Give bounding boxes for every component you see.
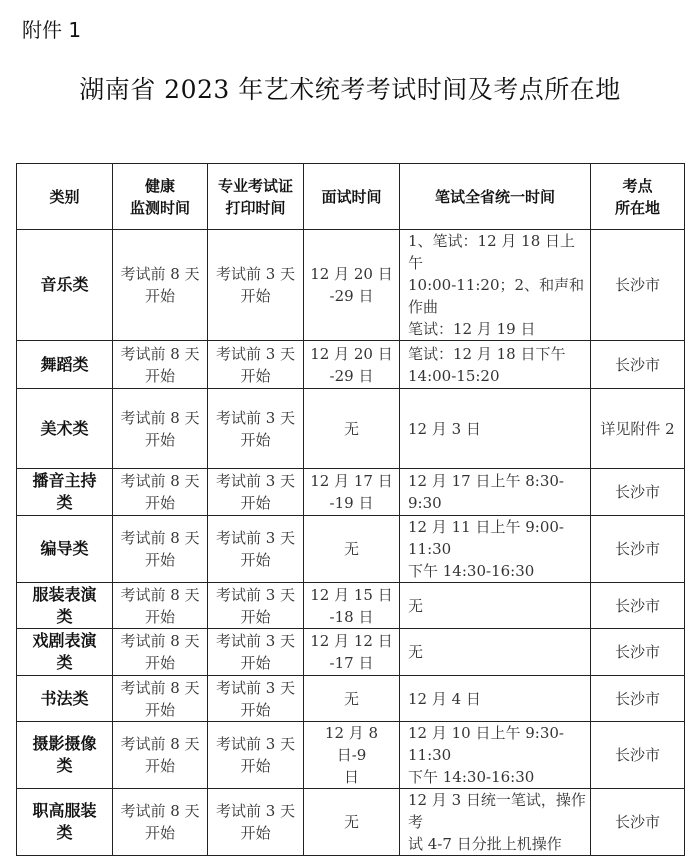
cell-text: 考试前 8 天: [120, 802, 200, 820]
cert-print-cell: [208, 789, 304, 856]
cell-text: 考试前 8 天: [120, 408, 200, 427]
interview-time-cell: [304, 341, 400, 389]
location-cell: [591, 341, 685, 389]
cell-text: 无: [343, 813, 359, 831]
cell-text: 12 月 3 日统一笔试，操作考: [408, 791, 586, 831]
category-cell: [17, 516, 113, 583]
cell-text: 开始: [240, 430, 271, 449]
location-cell: [591, 676, 685, 722]
cell-text: 日: [343, 768, 359, 786]
cell-text: 开始: [144, 757, 175, 775]
interview-time-cell: [304, 583, 400, 629]
cert-print-cell: [208, 469, 304, 516]
cell-text: 12 月 20 日: [310, 344, 393, 363]
cert-print-cell: [208, 516, 304, 583]
category-cell: [17, 722, 113, 789]
header-health-monitoring: [113, 164, 208, 230]
interview-time-cell: [304, 629, 400, 676]
cell-text: 笔试：12 月 18 日下午: [408, 344, 566, 363]
cell-text: 长沙市: [614, 689, 660, 708]
cell-text: 类: [56, 653, 73, 672]
cell-text: 10:00-11:20；2、和声和作曲: [408, 276, 585, 316]
cell-text: 12 月 15 日: [310, 585, 393, 604]
header-text: 类别: [49, 187, 80, 206]
health-monitoring-cell: [113, 722, 208, 789]
interview-time-cell: [304, 676, 400, 722]
cell-text: 长沙市: [614, 483, 660, 501]
cell-text: 12 月 17 日: [310, 472, 393, 490]
cell-text: 考试前 8 天: [120, 344, 200, 363]
category-cell: [17, 230, 113, 341]
cell-text: 14:00-15:20: [408, 366, 500, 385]
location-cell: [591, 629, 685, 676]
cell-text: 服装表演: [32, 584, 97, 604]
header-text: 所在地: [614, 198, 660, 217]
cell-text: 开始: [240, 494, 271, 512]
health-monitoring-cell: [113, 583, 208, 629]
header-text: 监测时间: [129, 198, 190, 217]
cell-text: 长沙市: [614, 596, 660, 615]
cell-text: 12 月 17 日上午 8:30-9:30: [408, 472, 564, 512]
cell-text: -18 日: [329, 607, 374, 626]
health-monitoring-cell: [113, 230, 208, 341]
attachment-label: 附件 1: [22, 18, 82, 42]
written-exam-cell: [400, 516, 591, 583]
health-monitoring-cell: [113, 469, 208, 516]
location-cell: [591, 789, 685, 856]
cell-text: 长沙市: [614, 813, 660, 831]
written-exam-cell: [400, 230, 591, 341]
health-monitoring-cell: [113, 516, 208, 583]
cell-text: 开始: [144, 430, 175, 449]
cell-text: 编导类: [40, 539, 89, 558]
cell-text: 考试前 8 天: [120, 585, 200, 604]
cell-text: 开始: [144, 607, 175, 626]
cell-text: 无: [343, 419, 359, 438]
cell-text: 开始: [144, 494, 175, 512]
cell-text: 考试前 3 天: [215, 344, 296, 363]
cell-text: 摄影摄像: [32, 734, 97, 753]
cell-text: 播音主持: [32, 471, 97, 490]
cell-text: 1、笔试：12 月 18 日上午: [408, 232, 576, 272]
interview-time-cell: [304, 516, 400, 583]
cert-print-cell: [208, 676, 304, 722]
header-text: 健康: [144, 176, 175, 195]
cell-text: 无: [408, 596, 424, 615]
interview-time-cell: [304, 469, 400, 516]
cell-text: 开始: [240, 607, 271, 626]
cell-text: 长沙市: [614, 643, 660, 661]
table-row: [17, 469, 685, 516]
header-text: 打印时间: [225, 198, 286, 217]
cell-text: 考试前 3 天: [215, 802, 296, 820]
cell-text: 类: [56, 493, 73, 512]
health-monitoring-cell: [113, 789, 208, 856]
cell-text: 12 月 12 日: [310, 632, 393, 650]
cell-text: 长沙市: [614, 746, 660, 764]
cell-text: 考试前 3 天: [215, 735, 296, 753]
category-cell: [17, 341, 113, 389]
cell-text: 考试前 3 天: [215, 408, 296, 427]
interview-time-cell: [304, 230, 400, 341]
written-exam-cell: [400, 676, 591, 722]
header-written-time: [400, 164, 591, 230]
table-row: [17, 722, 685, 789]
table-row: [17, 789, 685, 856]
cell-text: -29 日: [329, 366, 374, 385]
cell-text: -19 日: [329, 494, 374, 512]
header-category: [17, 164, 113, 230]
cell-text: 开始: [240, 287, 271, 305]
cell-text: 考试前 3 天: [215, 632, 296, 650]
exam-schedule-table: [16, 163, 685, 856]
cell-text: 类: [56, 756, 73, 775]
cert-print-cell: [208, 629, 304, 676]
cell-text: 12 月 10 日上午 9:30-11:30: [408, 724, 564, 764]
cell-text: 考试前 8 天: [120, 265, 200, 283]
health-monitoring-cell: [113, 629, 208, 676]
cell-text: 开始: [144, 824, 175, 842]
cell-text: 戏剧表演: [32, 631, 97, 650]
cell-text: 开始: [240, 366, 271, 385]
cell-text: 下午 14:30-16:30: [408, 768, 535, 786]
category-cell: [17, 583, 113, 629]
written-exam-cell: [400, 341, 591, 389]
header-text: 笔试全省统一时间: [434, 187, 555, 206]
cell-text: 美术类: [40, 418, 89, 438]
location-cell: [591, 516, 685, 583]
cell-text: 试 4-7 日分批上机操作: [408, 835, 562, 853]
cell-text: 开始: [144, 700, 175, 719]
header-text: 面试时间: [321, 187, 382, 206]
health-monitoring-cell: [113, 341, 208, 389]
cell-text: 开始: [144, 366, 175, 385]
category-cell: [17, 389, 113, 469]
cell-text: 12 月 3 日: [408, 419, 481, 438]
location-cell: [591, 389, 685, 469]
cell-text: 详见附件 2: [600, 419, 675, 438]
header-location: [591, 164, 685, 230]
header-cert-print: [208, 164, 304, 230]
cell-text: 无: [343, 540, 359, 558]
cell-text: 无: [408, 643, 424, 661]
cell-text: 开始: [240, 757, 271, 775]
table-header-row: [17, 164, 685, 230]
location-cell: [591, 722, 685, 789]
table-row: [17, 341, 685, 389]
cell-text: 12 月 4 日: [408, 689, 481, 708]
category-cell: [17, 676, 113, 722]
cell-text: 开始: [240, 654, 271, 672]
cell-text: 开始: [144, 654, 175, 672]
document-title: 湖南省 2023 年艺术统考考试时间及考点所在地: [79, 75, 621, 104]
cell-text: 考试前 3 天: [215, 472, 296, 490]
cell-text: 开始: [144, 551, 175, 569]
cert-print-cell: [208, 722, 304, 789]
cert-print-cell: [208, 230, 304, 341]
header-text: 考点: [622, 176, 653, 195]
cell-text: 音乐类: [40, 275, 89, 294]
health-monitoring-cell: [113, 389, 208, 469]
written-exam-cell: [400, 583, 591, 629]
table-row: [17, 583, 685, 629]
cert-print-cell: [208, 583, 304, 629]
written-exam-cell: [400, 789, 591, 856]
interview-time-cell: [304, 789, 400, 856]
cell-text: 舞蹈类: [40, 354, 89, 374]
table-row: [17, 389, 685, 469]
cell-text: 笔试：12 月 19 日: [408, 320, 536, 338]
location-cell: [591, 469, 685, 516]
cell-text: 考试前 3 天: [215, 678, 296, 697]
written-exam-cell: [400, 722, 591, 789]
health-monitoring-cell: [113, 676, 208, 722]
location-cell: [591, 583, 685, 629]
written-exam-cell: [400, 389, 591, 469]
cert-print-cell: [208, 341, 304, 389]
cell-text: 长沙市: [614, 540, 660, 558]
table-row: [17, 230, 685, 341]
cell-text: 职高服装: [32, 801, 97, 820]
cell-text: 长沙市: [614, 276, 660, 294]
category-cell: [17, 629, 113, 676]
category-cell: [17, 469, 113, 516]
header-interview-time: [304, 164, 400, 230]
cell-text: 12 月 20 日: [310, 265, 393, 283]
cell-text: 考试前 8 天: [120, 472, 200, 490]
table-row: [17, 516, 685, 583]
cell-text: 考试前 3 天: [215, 585, 296, 604]
cell-text: 书法类: [40, 688, 89, 708]
cell-text: 类: [56, 606, 73, 626]
cell-text: 12 月 11 日上午 9:00-11:30: [408, 518, 564, 558]
cell-text: 考试前 3 天: [215, 529, 296, 547]
interview-time-cell: [304, 722, 400, 789]
category-cell: [17, 789, 113, 856]
table-row: [17, 629, 685, 676]
cell-text: 考试前 8 天: [120, 735, 200, 753]
cell-text: 12 月 8 日-9: [324, 724, 379, 764]
cell-text: 考试前 3 天: [215, 265, 296, 283]
cell-text: 开始: [240, 824, 271, 842]
cell-text: 下午 14:30-16:30: [408, 562, 535, 580]
location-cell: [591, 230, 685, 341]
cell-text: 类: [56, 823, 73, 842]
table-row: [17, 676, 685, 722]
written-exam-cell: [400, 469, 591, 516]
written-exam-cell: [400, 629, 591, 676]
interview-time-cell: [304, 389, 400, 469]
cell-text: 考试前 8 天: [120, 529, 200, 547]
cell-text: -29 日: [329, 287, 374, 305]
header-text: 专业考试证: [217, 176, 293, 195]
cell-text: 考试前 8 天: [120, 678, 200, 697]
cell-text: -17 日: [329, 654, 374, 672]
cell-text: 开始: [240, 551, 271, 569]
cell-text: 无: [343, 689, 359, 708]
cell-text: 开始: [240, 700, 271, 719]
cert-print-cell: [208, 389, 304, 469]
cell-text: 考试前 8 天: [120, 632, 200, 650]
cell-text: 开始: [144, 287, 175, 305]
cell-text: 长沙市: [614, 355, 660, 374]
